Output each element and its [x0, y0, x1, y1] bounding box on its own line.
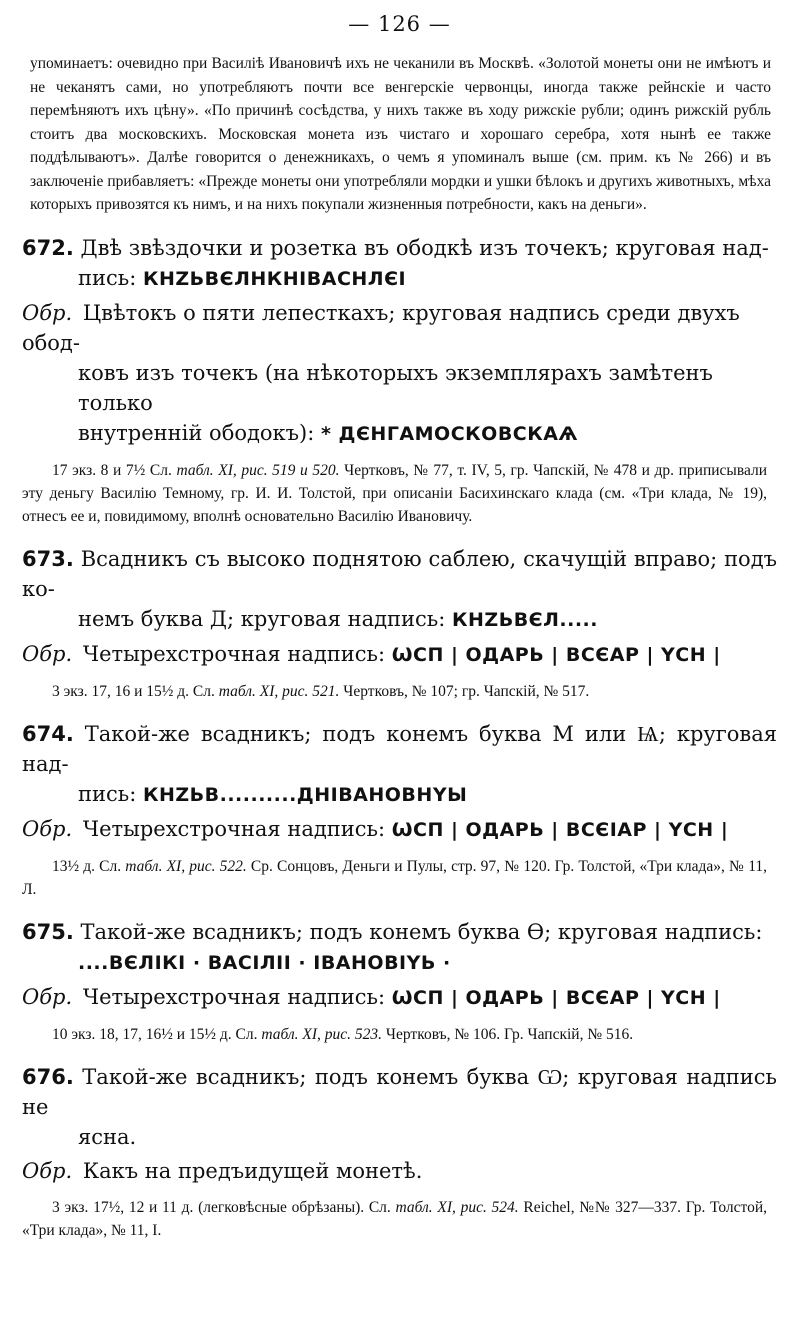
obverse-label: Обр.: [22, 984, 73, 1009]
note-text-rest: Reichel, №№ 327—337. Гр. Толстой, «Три клада», № 11, I.: [22, 1198, 768, 1239]
entry-note: [22, 1023, 767, 1046]
entry-number: 676.: [22, 1064, 74, 1089]
entry-line2: [22, 263, 777, 294]
obverse-legend: ѠСП | ОДАРЬ | ВСЄАР | ҮСН |: [391, 986, 721, 1009]
obverse-description: [22, 639, 777, 670]
catalog-entry-672: [22, 233, 777, 528]
catalog-entry-676: [22, 1062, 777, 1242]
entry-line1: Такой-же всадникъ; подъ конемъ буква Ѳ; круговая надпись:: [80, 919, 763, 944]
entry-note: [22, 1196, 767, 1242]
entry-line2: [22, 947, 777, 978]
entry-description: [22, 1062, 777, 1152]
entry-description: [22, 233, 777, 294]
note-text: 10 экз. 18, 17, 16½ и 15½ д. Сл.: [52, 1025, 262, 1043]
plate-reference: табл. XI, рис. 524.: [395, 1198, 519, 1216]
obverse-line1: Цвѣтокъ о пяти лепесткахъ; круговая надпись среди двухъ обод-: [22, 300, 740, 355]
entry-description: [22, 544, 777, 635]
obverse-legend: * ДЄНГАМОСКОВСКАѦ: [321, 422, 578, 445]
catalog-entry-675: [22, 917, 777, 1046]
plate-reference: табл. XI, рис. 521.: [218, 682, 340, 700]
obverse-legend: ѠСП | ОДАРЬ | ВСЄІАР | ҮСН |: [391, 818, 729, 841]
entry-line2: ясна.: [78, 1124, 137, 1149]
obverse-description: [22, 814, 777, 845]
obverse-label: Обр.: [22, 641, 73, 666]
obverse-description: [22, 298, 777, 449]
obverse-line3: [22, 418, 777, 449]
entry-line2: [22, 779, 777, 810]
note-text: 13½ д. Сл.: [52, 857, 126, 875]
entry-line1: Такой-же всадникъ; подъ конемъ буква М или Ѩ; круговая над-: [22, 721, 777, 776]
obverse-line1-text: Четырехстрочная надпись:: [82, 984, 386, 1009]
entry-note: [22, 459, 767, 528]
obverse-line3-text: внутренній ободокъ):: [78, 420, 315, 445]
entry-description: [22, 917, 777, 978]
note-text-rest: Ср. Сонцовъ, Деньги и Пулы, стр. 97, № 120. Гр. Толстой, «Три клада», № 11, Л.: [22, 857, 767, 898]
note-text-rest: Чертковъ, № 107; гр. Чапскій, № 517.: [339, 682, 590, 700]
note-text: 3 экз. 17, 16 и 15½ д. Сл.: [52, 682, 219, 700]
entry-line1: Такой-же всадникъ; подъ конемъ буква Ѡ; круговая надпись не: [22, 1064, 777, 1119]
obverse-line1-text: Какъ на предъидущей монетѣ.: [82, 1158, 423, 1183]
coin-legend: КНZЬВ..........ДНІВАНОВНҮЫ: [142, 783, 468, 806]
coin-legend: КНZЬВЄЛ.....: [452, 608, 598, 631]
note-text-rest: Чертковъ, № 106. Гр. Чапскій, № 516.: [382, 1025, 634, 1043]
obverse-label: Обр.: [22, 816, 73, 841]
coin-legend: КНZЬВЄЛНКНІВАСНЛЄІ: [142, 267, 407, 290]
entry-line2-text: пись:: [78, 781, 137, 806]
obverse-label: Обр.: [22, 1158, 73, 1183]
entry-number: 673.: [22, 546, 74, 571]
entry-line2: [22, 604, 777, 635]
obverse-description: [22, 982, 777, 1013]
note-text: 17 экз. 8 и 7½ Сл.: [52, 461, 177, 479]
plate-reference: табл. XI, рис. 519 и 520.: [176, 461, 340, 479]
intro-paragraph: упоминаетъ: очевидно при Василіѣ Ивановичѣ ихъ не чеканили въ Москвѣ. «Золотой монеты они не имѣютъ и не чеканятъ сами, но употребляютъ почти все венгерскіе червонцы, иногда также рейнскіе и часто перемѣняютъ ихъ цѣну». «По причинѣ сосѣдства, у нихъ также въ ходу рижскіе рубли; одинъ рижскій рубль стоитъ два московскихъ. Московская монета изъ чистаго и хорошаго серебра, хотя нынѣ ее также поддѣлываютъ». Далѣе говорится о денежникахъ, о чемъ я упоминалъ выше (см. прим. къ № 266) и въ заключеніе прибавляетъ: «Прежде монеты они употребляли мордки и ушки бѣлокъ и другихъ животныхъ, мѣха которыхъ привозятся къ нимъ, и на нихъ покупали жизненныя потребности, какъ на деньги».: [30, 55, 771, 213]
obverse-line2: ковъ изъ точекъ (на нѣкоторыхъ экземплярахъ замѣтенъ только: [78, 360, 713, 415]
obverse-label: Обр.: [22, 300, 73, 325]
entry-note: [22, 680, 767, 703]
entry-number: 674.: [22, 721, 74, 746]
plate-reference: табл. XI, рис. 523.: [261, 1025, 383, 1043]
entry-line2-text: пись:: [78, 265, 137, 290]
note-text: 3 экз. 17½, 12 и 11 д. (легковѣсные обрѣзаны). Сл.: [52, 1198, 396, 1216]
entry-line1: Всадникъ съ высоко поднятою саблею, скачущій вправо; подъ ко-: [22, 546, 777, 601]
note-text-rest: Чертковъ, № 77, т. IV, 5, гр. Чапскій, № 478 и др. приписывали эту деньгу Василію Темному, гр. И. И. Толстой, при описаніи Басихинскаго клада (см. «Три клада, № 19), отнесъ ее и, повидимому, вполнѣ основательно Василію Ивановичу.: [22, 461, 767, 525]
obverse-legend: ѠСП | ОДАРЬ | ВСЄАР | ҮСН |: [391, 643, 721, 666]
obverse-line1-text: Четырехстрочная надпись:: [82, 641, 386, 666]
obverse-description: [22, 1156, 777, 1186]
entry-number: 675.: [22, 919, 74, 944]
entry-description: [22, 719, 777, 810]
plate-reference: табл. XI, рис. 522.: [125, 857, 247, 875]
entry-number: 672.: [22, 235, 74, 260]
catalog-entry-673: [22, 544, 777, 703]
entry-note: [22, 855, 767, 901]
obverse-line1-text: Четырехстрочная надпись:: [82, 816, 386, 841]
catalog-entry-674: [22, 719, 777, 901]
entry-line1: Двѣ звѣздочки и розетка въ ободкѣ изъ точекъ; круговая над-: [80, 235, 769, 260]
entry-line2-text: немъ буква Д; круговая надпись:: [78, 606, 446, 631]
page-number: — 126 —: [348, 12, 451, 36]
coin-legend: ....ВЄЛІКІ · ВАСІЛІІ · ІВАНОВІҮЬ ·: [78, 951, 451, 974]
